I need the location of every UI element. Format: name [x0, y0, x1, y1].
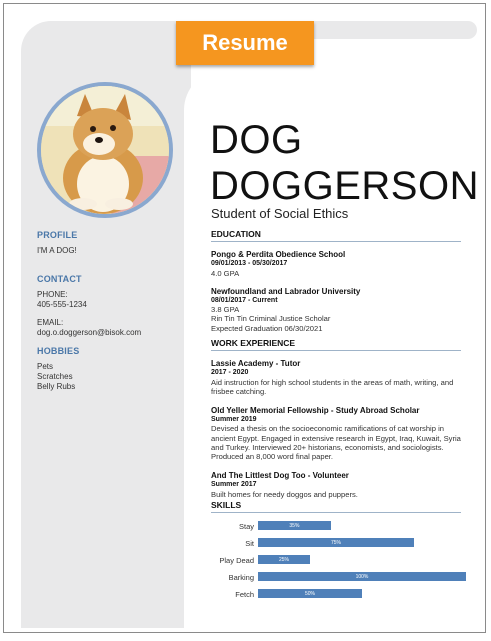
skill-label: Sit: [245, 539, 254, 548]
skills-heading: SKILLS: [211, 501, 461, 513]
skill-row: [199, 536, 469, 553]
skill-value-label: 50%: [304, 590, 315, 597]
skill-row: [199, 570, 469, 587]
skill-label: Barking: [228, 573, 254, 582]
skill-bar: [258, 572, 466, 581]
school-detail: Rin Tin Tin Criminal Justice Scholar: [211, 314, 331, 324]
hobbies-section: [37, 346, 187, 392]
skills-chart: [199, 519, 469, 604]
experience-heading: WORK EXPERIENCE: [211, 339, 461, 351]
skills-section: [211, 501, 461, 513]
experience-section: [211, 339, 461, 499]
profile-photo: [37, 82, 173, 218]
skill-label: Fetch: [235, 590, 254, 599]
school-detail: 3.8 GPA: [211, 305, 240, 315]
school-name: Newfoundland and Labrador University: [211, 286, 361, 296]
hobbies-heading: HOBBIES: [37, 346, 80, 356]
last-name: DOGGERSON: [210, 164, 479, 208]
job-entry-text: Built homes for needy doggos and puppers.: [211, 489, 358, 499]
job-entry-text: Aid instruction for high school students in the areas of math, writing, and frisbee catching.: [211, 377, 454, 396]
skill-label: Play Dead: [219, 556, 254, 565]
school-name: Pongo & Perdita Obedience School: [211, 250, 346, 260]
resume-badge: Resume: [176, 21, 314, 65]
skill-value-label: 35%: [289, 522, 300, 529]
skill-row: [199, 519, 469, 536]
hobby-item: Scratches: [37, 372, 73, 381]
school-dates: 08/01/2017 - Current: [211, 297, 278, 305]
resume-page: [3, 3, 486, 633]
skill-bar: [258, 555, 310, 564]
job-entry-title: Old Yeller Memorial Fellowship - Study Abroad Scholar: [211, 406, 420, 416]
school-detail: 4.0 GPA: [211, 268, 240, 278]
job-entry-title: Lassie Academy - Tutor: [211, 359, 301, 369]
phone-value: 405-555-1234: [37, 300, 87, 309]
job-entry-dates: Summer 2017: [211, 481, 257, 489]
education-section: [211, 230, 461, 333]
school-detail: Expected Graduation 06/30/2021: [211, 323, 323, 333]
skill-row: [199, 553, 469, 570]
skill-bar: [258, 538, 414, 547]
skill-value-label: 75%: [330, 539, 341, 546]
skill-bar: [258, 589, 362, 598]
profile-text: I'M A DOG!: [37, 246, 77, 255]
job-title: Student of Social Ethics: [211, 206, 349, 221]
email-value: dog.o.doggerson@bisok.com: [37, 328, 142, 337]
hobby-item: Belly Rubs: [37, 382, 76, 391]
contact-heading: CONTACT: [37, 274, 82, 284]
job-entry-dates: 2017 - 2020: [211, 369, 249, 377]
education-heading: EDUCATION: [211, 230, 461, 242]
dog-photo-icon: [41, 86, 169, 214]
skill-value-label: 100%: [355, 573, 369, 580]
profile-section: [37, 230, 187, 256]
hobby-item: Pets: [37, 362, 54, 371]
contact-section: [37, 274, 187, 338]
job-entry-text: Devised a thesis on the socioeconomic ramifications of cat worship in ancient Egypt. Engaged in extensive research in Egypt, Iraq, Kuwait, Syria and Turkey. Interviewed 20+ historians, economists, and sociologists. Produced an 8,000 word final paper.: [211, 424, 461, 462]
skill-value-label: 25%: [278, 556, 289, 563]
email-label: EMAIL:: [37, 318, 64, 327]
skill-bar: [258, 521, 331, 530]
job-entry-dates: Summer 2019: [211, 416, 257, 424]
skill-row: [199, 587, 469, 604]
profile-heading: PROFILE: [37, 230, 78, 240]
first-name: DOG: [210, 118, 303, 162]
job-entry-title: And The Littlest Dog Too - Volunteer: [211, 471, 349, 481]
school-dates: 09/01/2013 - 05/30/2017: [211, 260, 288, 268]
skill-label: Stay: [238, 522, 254, 531]
phone-label: PHONE:: [37, 290, 68, 299]
